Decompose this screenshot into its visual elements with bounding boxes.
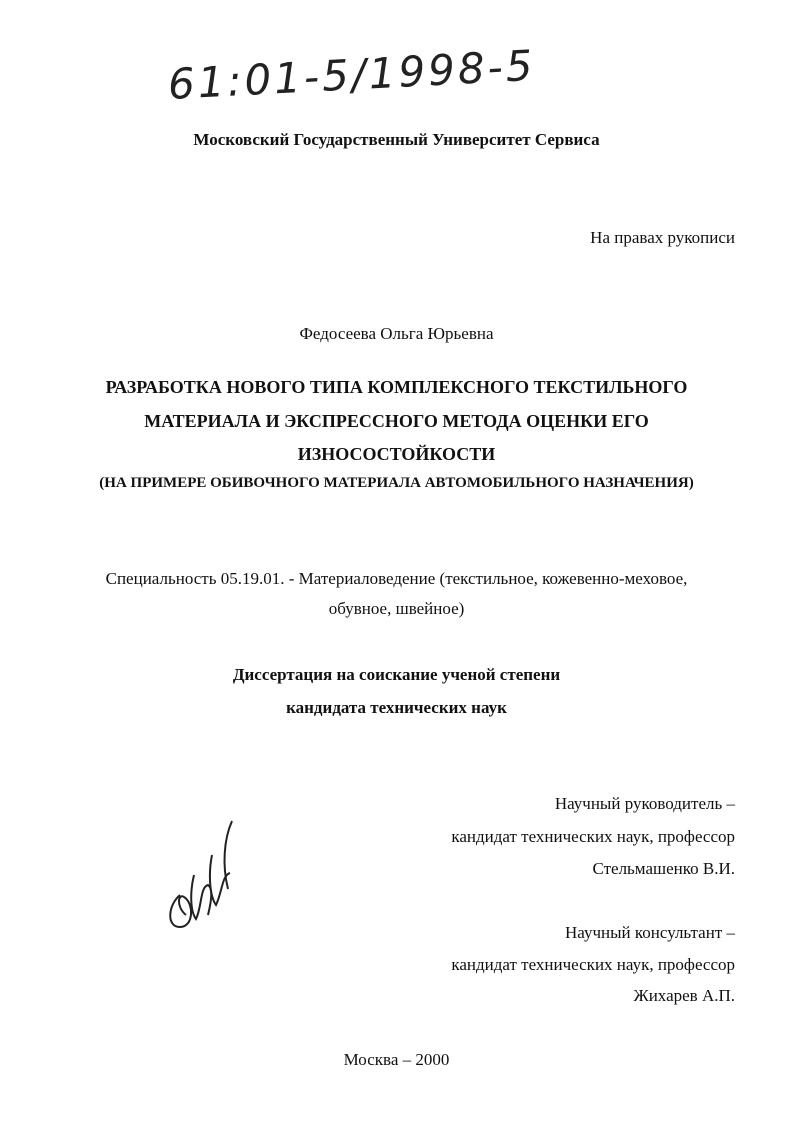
degree-line-2: кандидата технических наук (286, 698, 507, 717)
specialty-line-2: обувное, швейное) (328, 599, 465, 618)
author-name: Федосеева Ольга Юрьевна (299, 324, 494, 343)
title-line-1: РАЗРАБОТКА НОВОГО ТИПА КОМПЛЕКСНОГО ТЕКСТИЛЬНОГО (105, 377, 688, 397)
supervisor-role: Научный руководитель – (554, 794, 735, 813)
manuscript-note: На правах рукописи (590, 228, 735, 247)
consultant-name: Жихарев А.П. (633, 986, 735, 1005)
degree-line-1: Диссертация на соискание ученой степени (232, 665, 561, 684)
supervisor-rank: кандидат технических наук, профессор (451, 827, 735, 846)
specialty-line-1: Специальность 05.19.01. - Материаловедение (текстильное, кожевенно-меховое, (105, 569, 688, 588)
consultant-role: Научный консультант – (565, 923, 735, 942)
city-year: Москва – 2000 (343, 1050, 450, 1069)
title-line-2: МАТЕРИАЛА И ЭКСПРЕССНОГО МЕТОДА ОЦЕНКИ ЕГО (144, 411, 649, 431)
handwritten-archive-number: 61:01-5/1998-5 (166, 40, 537, 109)
university-name: Московский Государственный Университет Сервиса (193, 130, 600, 149)
supervisor-name: Стельмашенко В.И. (592, 859, 735, 878)
handwritten-signature-icon (160, 815, 250, 935)
title-subtitle: (НА ПРИМЕРЕ ОБИВОЧНОГО МАТЕРИАЛА АВТОМОБИЛЬНОГО НАЗНАЧЕНИЯ) (99, 475, 694, 491)
title-line-3: ИЗНОСОСТОЙКОСТИ (297, 444, 496, 464)
consultant-rank: кандидат технических наук, профессор (451, 955, 735, 974)
